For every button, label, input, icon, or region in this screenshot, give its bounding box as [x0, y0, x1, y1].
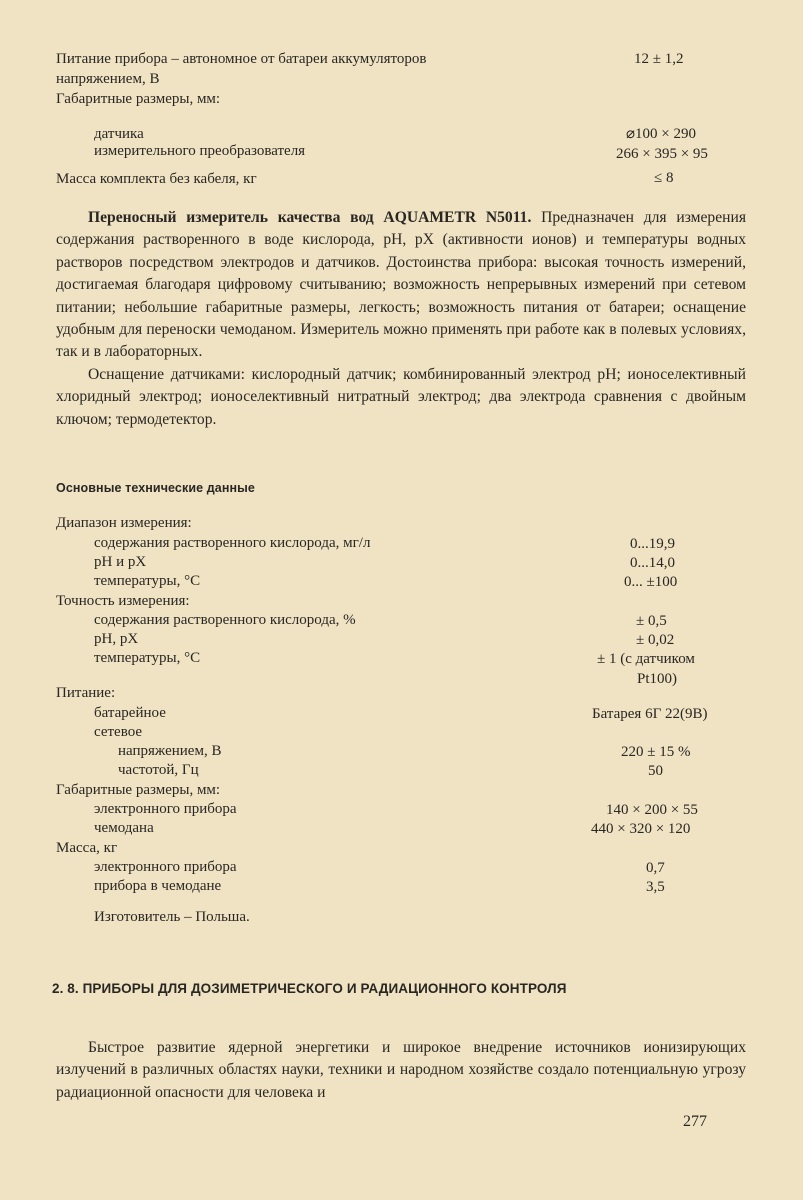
- mass-device-value: 0,7: [646, 860, 665, 876]
- mains-label: сетевое: [94, 724, 143, 740]
- mass-device-label: электронного прибора: [94, 859, 237, 875]
- acc-temp-label: температуры, °С: [94, 650, 201, 666]
- acc-temp-value: ± 1 (с датчиком: [597, 651, 695, 667]
- dims-case-value: 440 × 320 × 120: [591, 821, 691, 837]
- voltage-value: 220 ± 15 %: [621, 744, 691, 760]
- section-heading: 2. 8. ПРИБОРЫ ДЛЯ ДОЗИМЕТРИЧЕСКОГО И РАДИАЦИОННОГО КОНТРОЛЯ: [52, 981, 567, 996]
- mass-section-label: Масса, кг: [56, 840, 118, 856]
- range-temp-label: температуры, °С: [94, 573, 201, 589]
- dims-label: Габаритные размеры, мм:: [56, 91, 221, 107]
- range-oxygen-label: содержания растворенного кислорода, мг/л: [94, 535, 371, 551]
- intro-block: [56, 207, 746, 431]
- dims-case-label: чемодана: [94, 820, 154, 836]
- mass-value: ≤ 8: [654, 170, 674, 186]
- acc-oxygen-value: ± 0,5: [636, 613, 667, 629]
- page-number: 277: [683, 1113, 707, 1130]
- battery-label: батарейное: [94, 705, 166, 721]
- acc-ph-label: pH, pX: [94, 631, 139, 647]
- dims-device-value: 140 × 200 × 55: [606, 802, 698, 818]
- section-body-block: [56, 1037, 746, 1104]
- converter-label: измерительного преобразователя: [94, 143, 306, 159]
- power-label: Питание прибора – автономное от батареи аккумуляторов: [56, 51, 427, 67]
- acc-ph-value: ± 0,02: [636, 632, 675, 648]
- acc-oxygen-label: содержания растворенного кислорода, %: [94, 612, 356, 628]
- frequency-value: 50: [648, 763, 663, 779]
- voltage-label: напряжением, В: [118, 743, 222, 759]
- intro-paragraph: [56, 207, 746, 364]
- mass-case-value: 3,5: [646, 879, 665, 895]
- power-value: 12 ± 1,2: [634, 51, 684, 67]
- sensor-value: ⌀100 × 290: [626, 126, 696, 142]
- power-supply-label: Питание:: [56, 685, 116, 701]
- sensors-paragraph: Оснащение датчиками: кислородный датчик; комбинированный электрод pH; ионоселективный хлоридный электрод; ионоселективный нитратный электрод; два электрода сравнения с двойным ключом; термодетектор.: [56, 365, 746, 428]
- accuracy-label: Точность измерения:: [56, 593, 190, 609]
- range-ph-value: 0...14,0: [630, 555, 675, 571]
- frequency-label: частотой, Гц: [118, 762, 199, 778]
- manufacturer: Изготовитель – Польша.: [94, 909, 250, 925]
- sensor-label: датчика: [94, 126, 144, 142]
- specs-heading: Основные технические данные: [56, 481, 255, 495]
- range-label: Диапазон измерения:: [56, 515, 192, 531]
- mass-label: Масса комплекта без кабеля, кг: [56, 171, 257, 187]
- range-temp-value: 0... ±100: [624, 574, 678, 590]
- battery-value: Батарея 6Г 22(9В): [592, 706, 708, 722]
- dims-device-label: электронного прибора: [94, 801, 237, 817]
- mass-case-label: прибора в чемодане: [94, 878, 222, 894]
- intro-body: Предназначен для измерения содержания растворенного в воде кислорода, pH, pX (активности ионов) и температуры водных растворов посредством электродов и датчиков. Достоинства прибора: высокая точность измерений, достигаемая благодаря цифровому считыванию; возможность непрерывных измерений при сетевом питании; небольшие габаритные размеры, легкость; возможность питания от батареи; оснащение удобным для переноски чемоданом. Измеритель можно применять при работе как в полевых условиях, так и в лабораторных.: [56, 209, 747, 361]
- range-ph-label: pH и pX: [94, 554, 147, 570]
- power-label-cont: напряжением, В: [56, 71, 160, 87]
- range-oxygen-value: 0...19,9: [630, 536, 675, 552]
- device-title: Переносный измеритель качества вод AQUAMETR N5011.: [88, 209, 532, 226]
- dimensions-label: Габаритные размеры, мм:: [56, 782, 221, 798]
- section-body: Быстрое развитие ядерной энергетики и широкое внедрение источников ионизирующих излучений в различных областях науки, техники и народном хозяйстве создало потенциальную угрозу радиационной опасности для человека и: [56, 1039, 746, 1101]
- converter-value: 266 × 395 × 95: [616, 146, 708, 162]
- acc-temp-value-cont: Pt100): [637, 671, 678, 687]
